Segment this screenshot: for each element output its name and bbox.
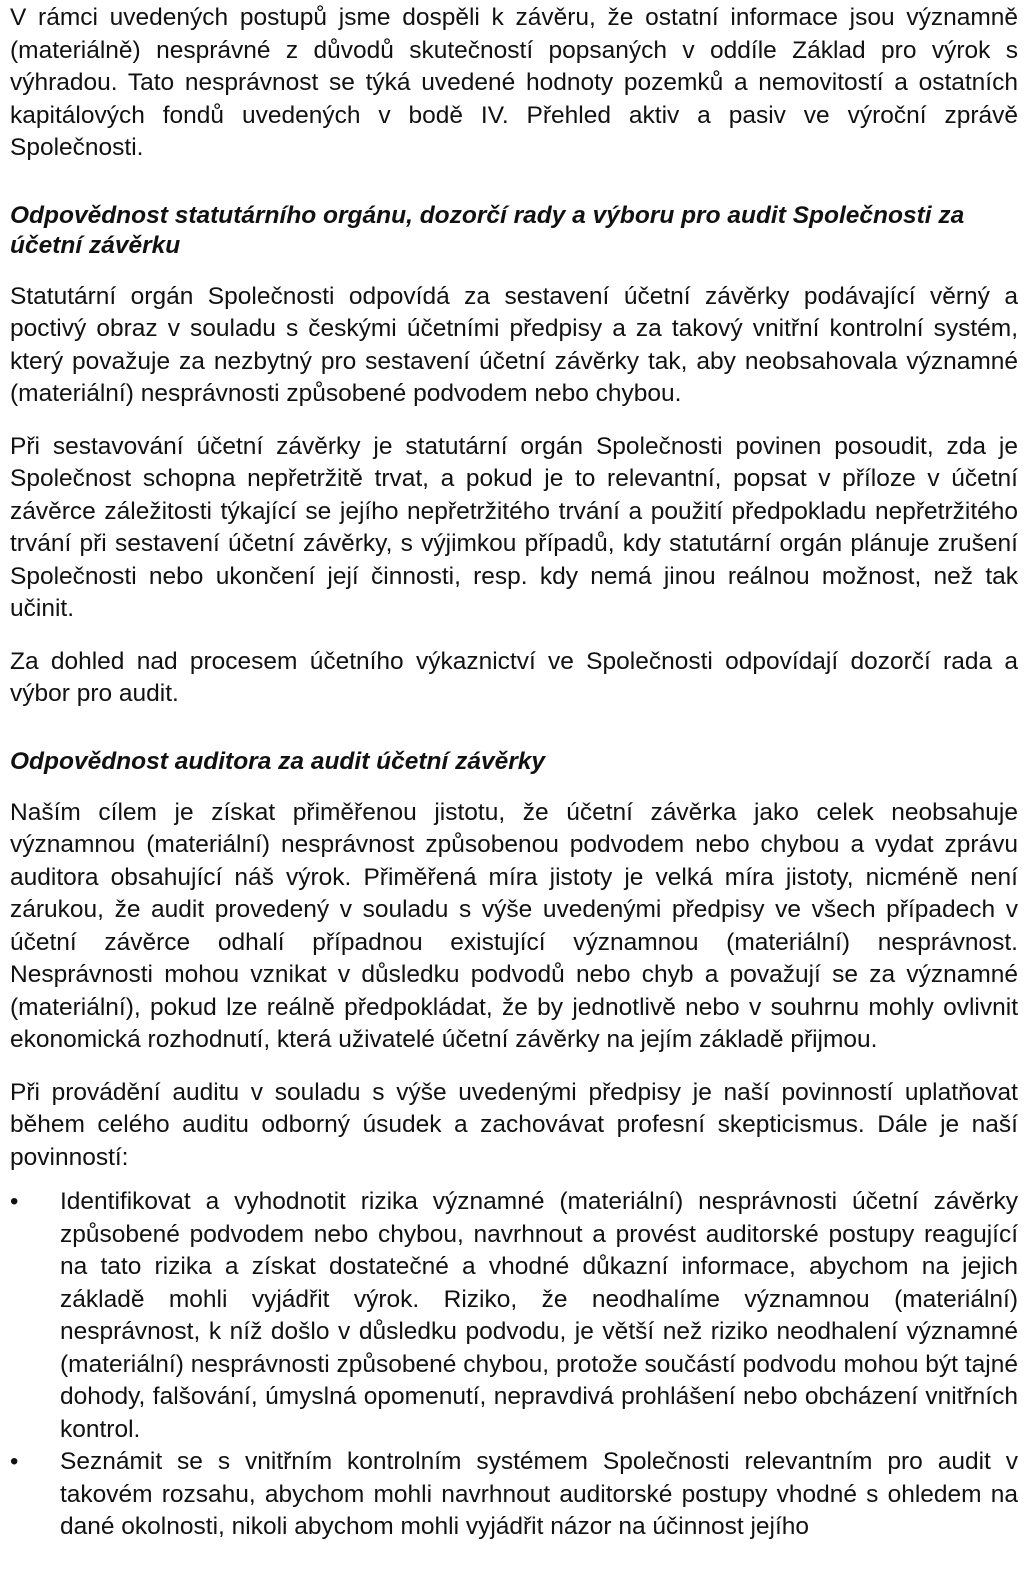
duties-list xyxy=(10,1186,1018,1544)
spacer xyxy=(10,1174,1018,1186)
spacer xyxy=(10,777,1018,797)
paragraph-professional-judgement: Při provádění auditu v souladu s výše uvedenými předpisy je naší povinností uplatňovat během celého auditu odborný úsudek a zachovávat profesní skepticismus. Dále je naší povinností: xyxy=(10,1078,1018,1171)
heading-auditor-responsibility: Odpovědnost auditora za audit účetní závěrky xyxy=(10,747,546,775)
bullet-icon: • xyxy=(10,1188,19,1215)
list-item-text: Identifikovat a vyhodnotit rizika významné (materiální) nesprávnosti účetní závěrky způsobené podvodem nebo chybou, navrhnout a provést auditorské postupy reagující na tato rizika a získat dostatečné a vhodné důkazní informace, abychom na jejich základě mohli vyjádřit výrok. Riziko, že neodhalíme významnou (materiální) nesprávnost, k níž došlo v důsledku podvodu, je větší než riziko neodhalení významné (materiální) nesprávnosti způsobené chybou, protože součástí podvodu mohou být tajné dohody, falšování, úmyslná opomenutí, nepravdivá prohlášení nebo obcházení vnitřních kontrol. xyxy=(60,1188,1018,1443)
paragraph-statutory-body: Statutární orgán Společnosti odpovídá za sestavení účetní závěrky podávající věrný a poctivý obraz v souladu s českými účetními předpisy a za takový vnitřní kontrolní systém, který považuje za nezbytný pro sestavení účetní závěrky tak, aby neobsahovala významné (materiální) nesprávnosti způsobené podvodem nebo chybou. xyxy=(10,282,1018,407)
paragraph-audit-objective: Naším cílem je získat přiměřenou jistotu, že účetní závěrka jako celek neobsahuje významnou (materiální) nesprávnost způsobenou podvodem nebo chybou a vydat zprávu auditora obsahující náš výrok. Přiměřená míra jistoty je velká míra jistoty, nicméně není zárukou, že audit provedený v souladu s výše uvedenými předpisy ve všech případech v účetní závěrce odhalí případnou existující významnou (materiální) nesprávnost. Nesprávnosti mohou vznikat v důsledku podvodů nebo chyb a považují se za významné (materiální), pokud lze reálně předpokládat, že by jednotlivě nebo v souhrnu mohly ovlivnit ekonomická rozhodnutí, která uživatelé účetní závěrky na jejím základě přijmou. xyxy=(10,798,1018,1053)
spacer xyxy=(10,1057,1018,1077)
spacer xyxy=(10,411,1018,431)
paragraph-other-information: V rámci uvedených postupů jsme dospěli k závěru, že ostatní informace jsou významně (materiálně) nesprávné z důvodů skutečností popsaných v oddíle Základ pro výrok s výhradou. Tato nesprávnost se týká uvedené hodnoty pozemků a nemovitostí a ostatních kapitálových fondů uvedených v bodě IV. Přehled aktiv a pasiv ve výroční zprávě Společnosti. xyxy=(10,4,1018,161)
paragraph-going-concern: Při sestavování účetní závěrky je statutární orgán Společnosti povinen posoudit, zda je Společnost schopna nepřetržitě trvat, a pokud je to relevantní, popsat v příloze v účetní závěrce záležitosti týkající se jejího nepřetržitého trvání a použití předpokladu nepřetržitého trvání při sestavení účetní závěrky, s výjimkou případů, kdy statutární orgán plánuje zrušení Společnosti nebo ukončení její činnosti, resp. kdy nemá jinou reálnou možnost, než tak učinit. xyxy=(10,432,1018,622)
spacer xyxy=(10,711,1018,747)
spacer xyxy=(10,261,1018,281)
spacer xyxy=(10,626,1018,646)
list-item-text: Seznámit se s vnitřním kontrolním systémem Společnosti relevantním pro audit v takovém rozsahu, abychom mohli navrhnout auditorské postupy vhodné s ohledem na dané okolnosti, nikoli abychom mohli vyjádřit názor na účinnost jejího xyxy=(60,1448,1018,1540)
spacer xyxy=(10,165,1018,201)
paragraph-supervision: Za dohled nad procesem účetního výkaznictví ve Společnosti odpovídají dozorčí rada a výbor pro audit. xyxy=(10,647,1018,707)
list-item xyxy=(10,1446,1018,1544)
bullet-icon: • xyxy=(10,1448,19,1475)
heading-statutory-responsibility: Odpovědnost statutárního orgánu, dozorčí rady a výboru pro audit Společnosti za účetní závěrku xyxy=(10,201,965,259)
list-item xyxy=(10,1186,1018,1446)
